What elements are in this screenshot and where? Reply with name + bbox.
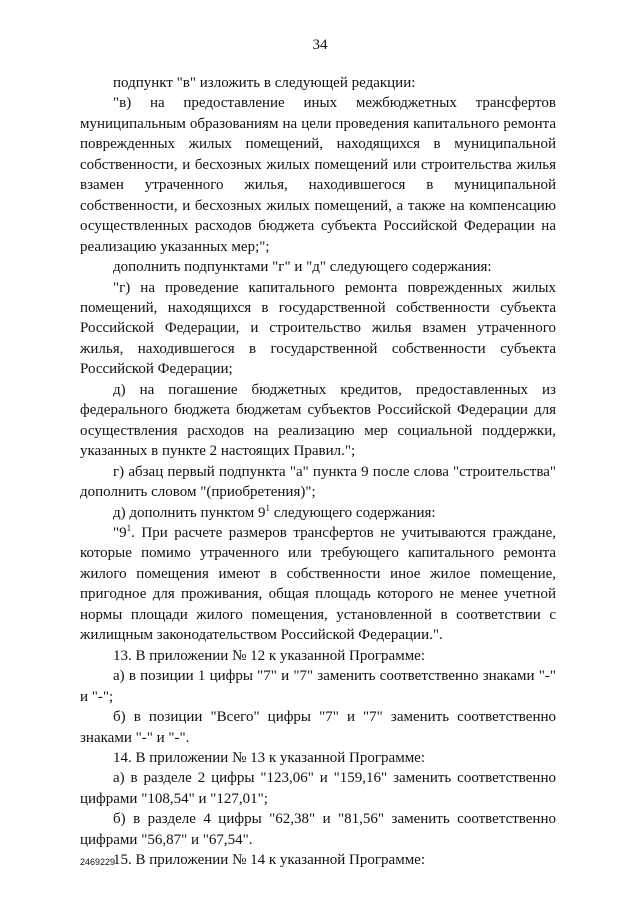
paragraph: д) на погашение бюджетных кредитов, предоставленных из федерального бюджета бюджетам субъектов Российской Федерации для осуществления расходов на реализацию мер социальной поддержки, указанных в пункте 2 настоящих Правил."; [80,381,556,460]
paragraph: а) в позиции 1 цифры "7" и "7" заменить соответственно знаками "-" и "-"; [80,668,556,705]
text-run: следующего содержания: [269,504,436,521]
paragraph [80,523,556,646]
superscript: 1 [265,502,270,513]
paragraph: г) абзац первый подпункта "а" пункта 9 после слова "строительства" дополнить словом "(приобретения)"; [80,463,556,501]
paragraph: 15. В приложении № 14 к указанной Программе: [113,852,426,869]
paragraph: 13. В приложении № 12 к указанной Программе: [113,647,426,664]
text-run: д) дополнить пунктом 9 [113,504,266,521]
paragraph [80,503,556,523]
document-code: 2469229 [80,857,116,867]
paragraph: б) в разделе 4 цифры "62,38" и "81,56" заменить соответственно цифрами "56,87" и "67,54". [80,811,556,848]
paragraph: 14. В приложении № 13 к указанной Программе: [113,749,426,766]
paragraph: "в) на предоставление иных межбюджетных трансфертов муниципальным образованиям на цели проведения капитального ремонта поврежденных жилых помещений, находящихся в муниципальной собственности, и бесхозных жилых помещений или строительства жилья взамен утраченного жилья, находившегося в муниципальной собственности, и бесхозных жилых помещений, а также на компенсацию осуществленных расходов бюджета субъекта Российской Федерации на реализацию указанных мер;"; [80,95,556,255]
document-body [80,73,556,871]
paragraph: подпункт "в" изложить в следующей редакции: [113,75,416,91]
page-number: 34 [312,37,328,53]
text-run: "9 [113,524,127,541]
paragraph: дополнить подпунктами "г" и "д" следующего содержания: [113,259,492,276]
superscript: 1 [126,522,132,533]
paragraph: а) в разделе 2 цифры "123,06" и "159,16" заменить соответственно цифрами "108,54" и "127,01"; [80,770,556,807]
text-run: . При расчете размеров трансфертов не учитываются граждане, которые помимо утраченного или требующего капитального ремонта жилого помещения имеют в собственности иное жилое помещение, пригодное для проживания, общая площадь которого не менее учетной нормы площади жилого помещения, установленной в соответствии с жилищным законодательством Российской Федерации.". [80,524,556,644]
paragraph: б) в позиции "Всего" цифры "7" и "7" заменить соответственно знаками "-" и "-". [80,709,556,746]
paragraph: "г) на проведение капитального ремонта поврежденных жилых помещений, находящихся в государственной собственности субъекта Российской Федерации, и строительство жилья взамен утраченного жилья, находившегося в государственной собственности субъекта Российской Федерации; [80,279,556,378]
